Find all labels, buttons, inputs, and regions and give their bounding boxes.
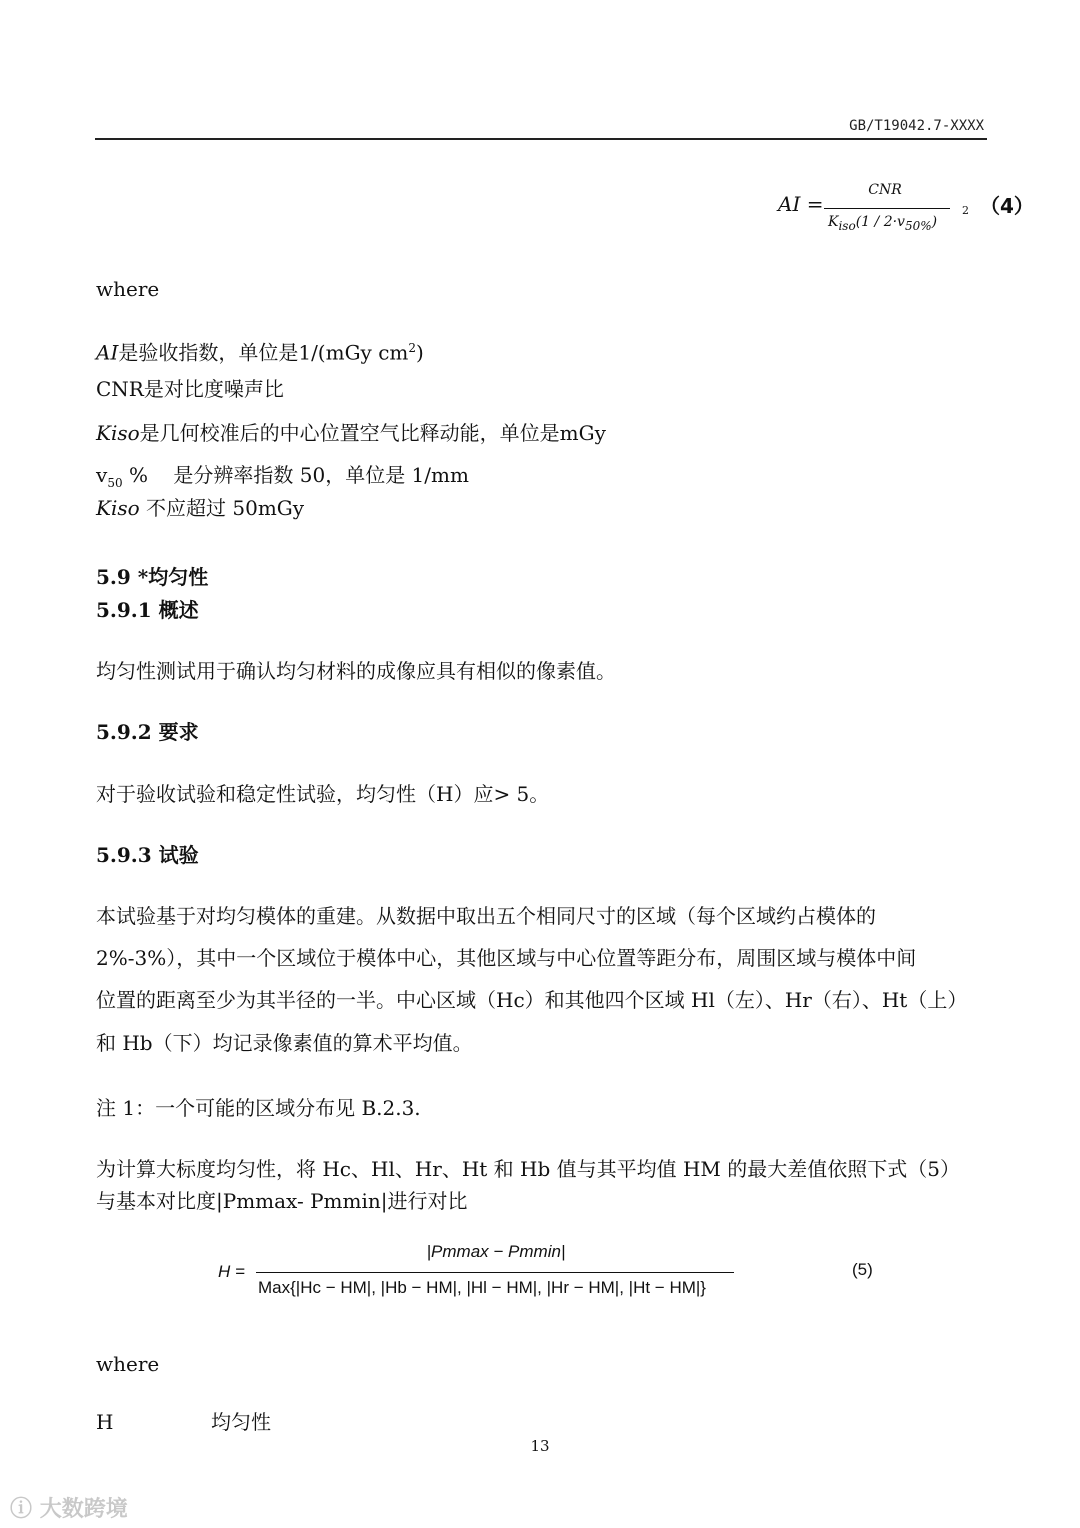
page-number: 13: [530, 1437, 550, 1455]
section-5-9-1-title: 5.9.1 概述: [96, 598, 199, 622]
test-paragraph-line: 位置的距离至少为其半径的一半。中心区域（Hc）和其他四个区域 Hl（左）、Hr（右）、Ht（上）: [96, 988, 968, 1012]
test-paragraph-line: 本试验基于对均匀模体的重建。从数据中取出五个相同尺寸的区域（每个区域约占模体的: [96, 904, 876, 928]
watermark-logo-icon: ⓘ: [10, 1497, 33, 1522]
section-5-9-title: 5.9 *均匀性: [96, 565, 209, 589]
def-ai: AI是验收指数，单位是1/(mGy $cm^2$): [96, 340, 424, 365]
fraction-bar: [824, 208, 950, 209]
formula-4-exponent: 2: [962, 204, 969, 217]
where-label: where: [96, 1352, 160, 1376]
formula-5-lhs: H =: [218, 1262, 245, 1281]
calc-paragraph-line: 为计算大标度均匀性，将 Hc、Hl、Hr、Ht 和 Hb 值与其平均值 HM 的最大差值依照下式（5）: [96, 1157, 960, 1181]
def-kiso-limit: Kiso 不应超过 50mGy: [96, 496, 305, 520]
requirement-paragraph: 对于验收试验和稳定性试验，均匀性（H）应> 5。: [96, 782, 550, 806]
formula-5-denominator: Max{|Hc − HM|, |Hb − HM|, |Hl − HM|, |Hr − HM|, |Ht − HM|}: [258, 1278, 706, 1297]
where-label: where: [96, 277, 160, 301]
section-5-9-2-title: 5.9.2 要求: [96, 720, 199, 744]
test-paragraph-line: 2%-3%），其中一个区域位于模体中心，其他区域与中心位置等距分布，周围区域与模体中间: [96, 946, 917, 970]
def-h-term: H: [96, 1410, 114, 1434]
def-cnr: CNR是对比度噪声比: [96, 377, 284, 401]
formula-4-denominator: $K_{iso}(1 / 2\cdot v_{50\%})$: [828, 214, 938, 233]
calc-paragraph-line: 与基本对比度|Pmmax- Pmmin|进行对比: [96, 1189, 468, 1213]
formula-4-tag: （4）: [980, 194, 1034, 218]
formula-4-numerator: CNR: [868, 182, 902, 198]
fraction-bar: [256, 1272, 734, 1273]
def-h-text: 均匀性: [211, 1410, 271, 1434]
header-rule: [95, 138, 987, 140]
section-5-9-3-title: 5.9.3 试验: [96, 843, 199, 867]
watermark-text: 大数跨境: [39, 1497, 128, 1522]
test-paragraph-line: 和 Hb（下）均记录像素值的算术平均值。: [96, 1031, 473, 1055]
def-kiso: Kiso是几何校准后的中心位置空气比释动能，单位是mGy: [96, 421, 606, 445]
note-1: 注 1：一个可能的区域分布见 B.2.3.: [96, 1096, 421, 1120]
overview-paragraph: 均匀性测试用于确认均匀材料的成像应具有相似的像素值。: [96, 659, 616, 683]
formula-5: [218, 1238, 918, 1308]
formula-4: [778, 180, 1034, 250]
def-v50: $v_{50}$ % 是分辨率指数 50，单位是 1/mm: [96, 463, 469, 490]
watermark: [10, 1492, 128, 1523]
document-code: GB/T19042.7-XXXX: [849, 118, 984, 134]
formula-5-tag: (5): [852, 1260, 873, 1279]
formula-4-lhs: AI =: [778, 192, 824, 216]
formula-5-numerator: |Pmmax − Pmmin|: [426, 1242, 566, 1261]
